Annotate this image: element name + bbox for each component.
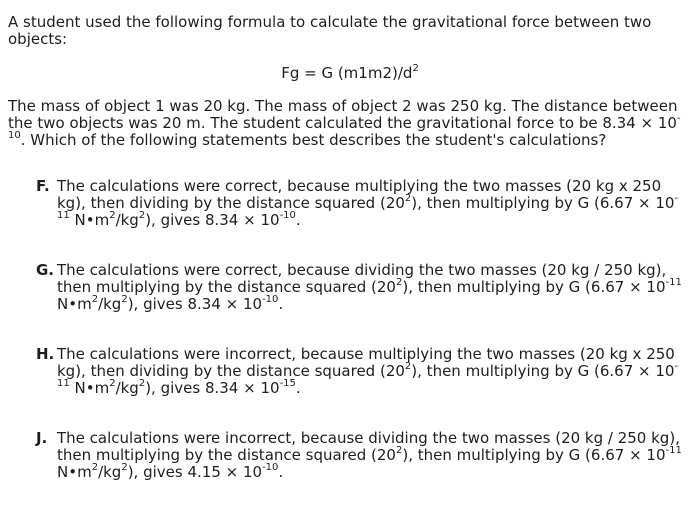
formula-exponent: 2 (412, 63, 419, 74)
choice-g[interactable] (36, 262, 686, 313)
choice-text: The calculations were correct, because multiplying the two masses (20 kg x 250 kg), then dividing by the distance squared $(20^2)$, then multiplying by G ($6.67 \times 10^{-11}$ $N•m^2/kg^2$), gives $8.34 \times 10^{-10}$. (57, 177, 679, 229)
question-stem (8, 14, 692, 149)
choice-text: The calculations were incorrect, because dividing the two masses (20 kg / 250 kg), then multiplying by the distance squared $(20^2)$, then multiplying by G ($6.67 \times 10^{-11}$ $N•m^2/kg^2$), gives $4.15 \times 10^{-10}$. (57, 429, 682, 481)
choice-h[interactable] (36, 346, 686, 397)
formula (8, 65, 692, 82)
choice-letter: J. (36, 429, 48, 447)
formula-base: Fg = G (m1m2)/d (281, 64, 413, 82)
choice-letter: G. (36, 261, 55, 279)
question-body-exponent: -10 (8, 113, 681, 141)
choice-text: The calculations were incorrect, because multiplying the two masses (20 kg x 250 kg), then dividing by the distance squared $(20^2)$, then multiplying by G ($6.67 \times 10^{-11}$ $N•m^2/kg^2$), gives $8.34 \times 10^{-15}$. (57, 345, 679, 397)
question-body (8, 98, 692, 149)
choice-f[interactable] (36, 178, 686, 229)
answer-choices (36, 178, 686, 514)
choice-letter: H. (36, 345, 55, 363)
question-body-a: The mass of object 1 was 20 kg. The mass of object 2 was 250 kg. The distance between the two objects was 20 m. The student calculated the gravitational force to be 8.34 × 10 (8, 97, 678, 132)
choice-letter: F. (36, 177, 50, 195)
question-intro: A student used the following formula to calculate the gravitational force between two objects: (8, 13, 652, 48)
choice-j[interactable] (36, 430, 686, 481)
choice-text: The calculations were correct, because dividing the two masses (20 kg / 250 kg), then multiplying by the distance squared $(20^2)$, then multiplying by G ($6.67 \times 10^{-11}$ $N•m^2/kg^2$), gives $8.34 \times 10^{-10}$. (57, 261, 682, 313)
question-body-b: . Which of the following statements best describes the student's calculations? (20, 131, 607, 149)
